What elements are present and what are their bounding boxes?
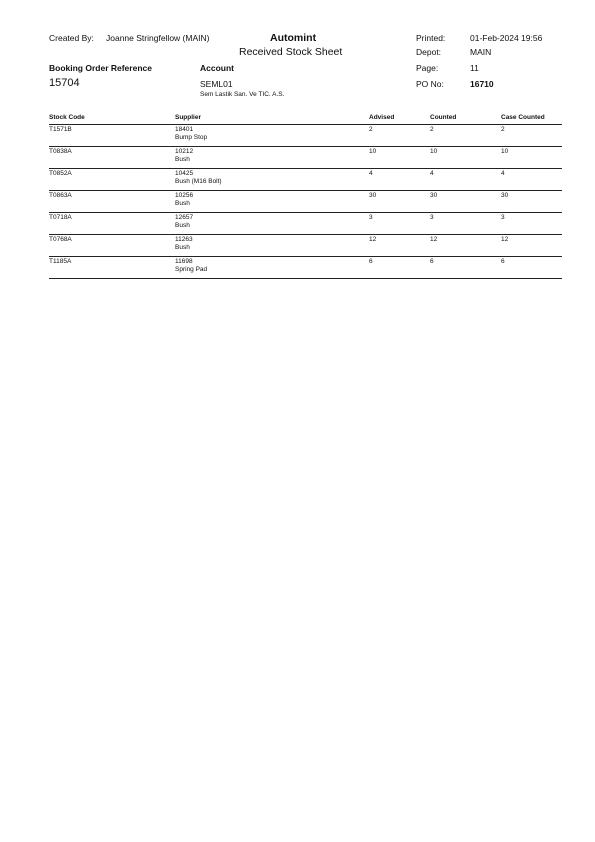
report-title: Received Stock Sheet (239, 46, 343, 58)
account-name: Sem Lastik San. Ve TIC. A.S. (200, 91, 285, 98)
advised-cell (369, 258, 373, 265)
column-header-advised: Advised (369, 114, 395, 121)
stock-code-cell (49, 126, 72, 133)
column-header-supplier: Supplier (175, 114, 202, 121)
po-label: PO No: (416, 79, 444, 89)
supplier-cell-value: 11263 (175, 236, 193, 243)
stock-code-cell-value: T0852A (49, 170, 72, 177)
created-by-value: Joanne Stringfellow (MAIN) (106, 33, 210, 43)
supplier-cell-value: 18401 (175, 126, 194, 133)
counted-cell (430, 126, 434, 133)
stock-code-cell (49, 214, 72, 221)
table-row (49, 169, 562, 191)
advised-cell (369, 170, 373, 177)
stock-code-cell-value: T1571B (49, 126, 72, 133)
case-counted-cell-value: 4 (501, 170, 505, 177)
case-counted-cell (501, 170, 505, 177)
advised-cell-value: 10 (369, 148, 377, 155)
item-description: Spring Pad (175, 266, 208, 273)
stock-code-cell-value: T0768A (49, 236, 72, 243)
column-header-case-counted: Case Counted (501, 114, 545, 121)
column-header-stock-code: Stock Code (49, 114, 85, 121)
account-code: SEML01 (200, 79, 233, 89)
counted-cell-value: 4 (430, 170, 434, 177)
counted-cell-value: 10 (430, 148, 438, 155)
table-row (49, 125, 562, 147)
supplier-cell-value: 11698 (175, 258, 193, 265)
advised-cell-value: 3 (369, 214, 373, 221)
stock-code-cell (49, 236, 72, 243)
supplier-cell (175, 214, 193, 229)
advised-cell (369, 192, 376, 199)
advised-cell-value: 12 (369, 236, 377, 243)
item-description: Bush (175, 200, 190, 207)
counted-cell-value: 30 (430, 192, 438, 199)
item-description: Bush (175, 156, 190, 163)
page-label: Page: (416, 63, 439, 73)
case-counted-cell-value: 2 (501, 126, 505, 133)
account-label: Account (200, 63, 234, 73)
supplier-cell (175, 258, 207, 273)
case-counted-cell (501, 126, 505, 133)
counted-cell-value: 6 (430, 258, 434, 265)
table-row (49, 147, 562, 169)
supplier-cell (175, 236, 193, 251)
supplier-cell (175, 192, 193, 207)
counted-cell (430, 258, 434, 265)
supplier-cell (175, 126, 207, 141)
stock-code-cell (49, 258, 71, 265)
counted-cell (430, 236, 437, 243)
column-header-counted: Counted (430, 114, 457, 121)
stock-code-cell (49, 148, 72, 155)
depot-value: MAIN (470, 47, 492, 57)
counted-cell (430, 170, 434, 177)
counted-cell-value: 12 (430, 236, 438, 243)
advised-cell (369, 126, 373, 133)
item-description: Bush (M16 Bolt) (175, 178, 222, 185)
counted-cell-value: 3 (430, 214, 434, 221)
supplier-cell-value: 10212 (175, 148, 194, 155)
counted-cell (430, 214, 434, 221)
advised-cell-value: 30 (369, 192, 377, 199)
case-counted-cell (501, 148, 508, 155)
stock-code-cell-value: T0863A (49, 192, 72, 199)
advised-cell-value: 4 (369, 170, 373, 177)
counted-cell-value: 2 (430, 126, 434, 133)
case-counted-cell (501, 258, 505, 265)
item-description: Bush (175, 222, 190, 229)
depot-label: Depot: (416, 47, 442, 57)
case-counted-cell-value: 12 (501, 236, 509, 243)
advised-cell-value: 2 (369, 126, 373, 133)
advised-cell (369, 236, 376, 243)
table-header (49, 114, 562, 125)
page-number: 11 (470, 63, 479, 73)
case-counted-cell-value: 6 (501, 258, 505, 265)
company-name: Automint (270, 32, 317, 44)
table-row (49, 191, 562, 213)
case-counted-cell-value: 3 (501, 214, 505, 221)
booking-ref-label: Booking Order Reference (49, 63, 152, 73)
created-by-label: Created By: (49, 33, 94, 43)
printed-value: 01-Feb-2024 19:56 (470, 33, 543, 43)
table-row (49, 257, 562, 279)
stock-code-cell (49, 192, 72, 199)
supplier-cell-value: 12657 (175, 214, 194, 221)
counted-cell (430, 192, 437, 199)
table-body (49, 125, 562, 279)
item-description: Bush (175, 244, 190, 251)
case-counted-cell (501, 214, 505, 221)
stock-code-cell-value: T1185A (49, 258, 72, 265)
case-counted-cell-value: 30 (501, 192, 509, 199)
stock-code-cell-value: T0718A (49, 214, 72, 221)
advised-cell-value: 6 (369, 258, 373, 265)
supplier-cell-value: 10425 (175, 170, 194, 177)
table-row (49, 235, 562, 257)
stock-code-cell-value: T0838A (49, 148, 72, 155)
po-number: 16710 (470, 79, 494, 89)
case-counted-cell (501, 192, 508, 199)
case-counted-cell (501, 236, 508, 243)
supplier-cell (175, 148, 193, 163)
item-description: Bump Stop (175, 134, 208, 141)
stock-code-cell (49, 170, 72, 177)
advised-cell (369, 148, 376, 155)
printed-label: Printed: (416, 33, 446, 43)
case-counted-cell-value: 10 (501, 148, 509, 155)
supplier-cell-value: 10256 (175, 192, 194, 199)
supplier-cell (175, 170, 222, 185)
advised-cell (369, 214, 373, 221)
table-row (49, 213, 562, 235)
stock-table (49, 114, 562, 279)
counted-cell (430, 148, 437, 155)
booking-ref-value: 15704 (49, 77, 80, 89)
